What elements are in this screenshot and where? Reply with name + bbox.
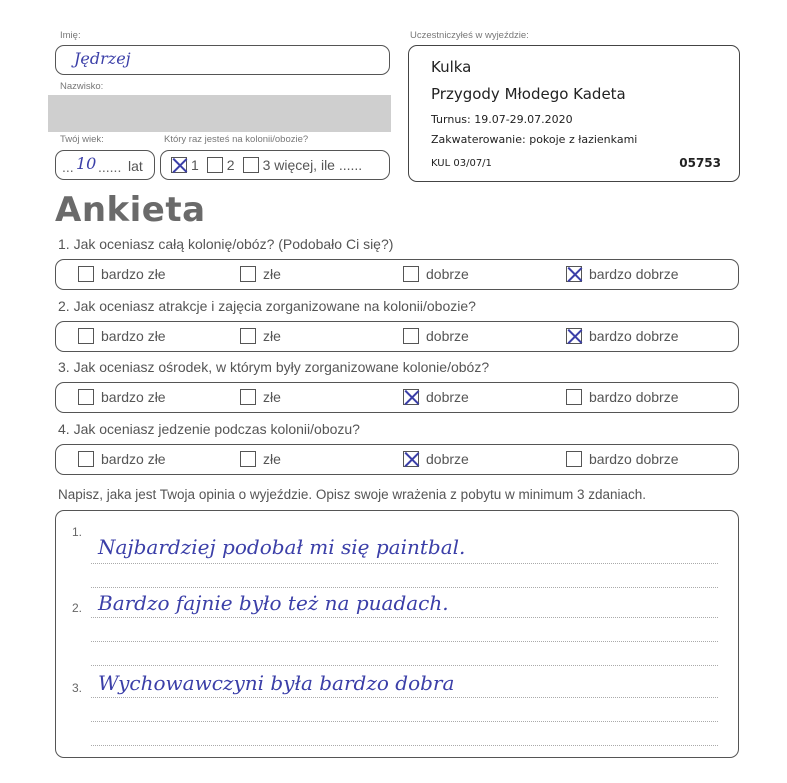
camp-code: KUL 03/07/1 <box>431 158 492 169</box>
times-option-3-label: 3 więcej, ile ...... <box>262 157 363 173</box>
participant-label: Uczestniczyłeś w wyjeździe: <box>410 30 529 41</box>
opinion-text-2: Bardzo fajnie było też na puadach. <box>98 591 449 615</box>
answer-row-3 <box>55 382 739 413</box>
survey-title: Ankieta <box>55 190 206 230</box>
q1-label-very-good: bardzo dobrze <box>589 266 679 282</box>
opinion-number-1: 1. <box>72 525 83 539</box>
age-dots-after: ...... <box>98 159 122 175</box>
q3-checkbox-good[interactable] <box>403 389 419 405</box>
dotted-line <box>91 697 718 698</box>
participant-box <box>408 45 740 182</box>
q3-label-good: dobrze <box>426 389 469 405</box>
name-value: Jędrzej <box>74 49 131 68</box>
name-field[interactable] <box>55 45 390 75</box>
answer-row-2 <box>55 321 739 352</box>
surname-redaction <box>48 95 391 132</box>
name-label: Imię: <box>60 30 81 41</box>
q1-checkbox-good[interactable] <box>403 266 419 282</box>
surname-label: Nazwisko: <box>60 81 104 92</box>
opinion-number-3: 3. <box>72 681 83 695</box>
times-field <box>160 150 390 180</box>
question-4: 4. Jak oceniasz jedzenie podczas kolonii/obozu? <box>58 421 360 437</box>
q3-label-bad: złe <box>263 389 281 405</box>
dotted-line <box>91 587 718 588</box>
dotted-line <box>91 641 718 642</box>
q4-label-very-good: bardzo dobrze <box>589 451 679 467</box>
dotted-line <box>91 665 718 666</box>
age-label: Twój wiek: <box>60 134 104 145</box>
dotted-line <box>91 745 718 746</box>
question-1: 1. Jak oceniasz całą kolonię/obóz? (Podobało Ci się?) <box>58 236 394 252</box>
q4-checkbox-bad[interactable] <box>240 451 256 467</box>
question-3: 3. Jak oceniasz ośrodek, w którym były zorganizowane kolonie/obóz? <box>58 359 490 375</box>
age-unit: lat <box>128 158 143 174</box>
q1-label-good: dobrze <box>426 266 469 282</box>
opinion-prompt: Napisz, jaka jest Twoja opinia o wyjeździe. Opisz swoje wrażenia z pobytu w minimum 3 zdaniach. <box>58 487 647 502</box>
accommodation: Zakwaterowanie: pokoje z łazienkami <box>431 133 638 146</box>
q1-checkbox-very-bad[interactable] <box>78 266 94 282</box>
dotted-line <box>91 721 718 722</box>
q4-checkbox-very-bad[interactable] <box>78 451 94 467</box>
opinion-text-3: Wychowawczyni była bardzo dobra <box>98 671 455 695</box>
camp-name: Kulka <box>431 58 472 76</box>
dotted-line <box>91 617 718 618</box>
answer-row-4 <box>55 444 739 475</box>
turnus: Turnus: 19.07-29.07.2020 <box>431 113 573 126</box>
times-option-1-label: 1 <box>191 157 199 173</box>
q3-label-very-bad: bardzo złe <box>101 389 166 405</box>
q2-checkbox-bad[interactable] <box>240 328 256 344</box>
times-checkbox-1[interactable] <box>171 157 187 173</box>
q1-label-bad: złe <box>263 266 281 282</box>
q2-label-very-good: bardzo dobrze <box>589 328 679 344</box>
q2-label-bad: złe <box>263 328 281 344</box>
q4-label-very-bad: bardzo złe <box>101 451 166 467</box>
q3-checkbox-very-bad[interactable] <box>78 389 94 405</box>
opinion-text-1: Najbardziej podobał mi się paintbal. <box>98 535 466 559</box>
q1-label-very-bad: bardzo złe <box>101 266 166 282</box>
q1-checkbox-bad[interactable] <box>240 266 256 282</box>
age-dots-before: ... <box>62 159 74 175</box>
times-label: Który raz jesteś na kolonii/obozie? <box>164 134 309 145</box>
q4-label-good: dobrze <box>426 451 469 467</box>
q3-checkbox-bad[interactable] <box>240 389 256 405</box>
q4-checkbox-very-good[interactable] <box>566 451 582 467</box>
camp-number: 05753 <box>679 156 721 170</box>
times-option-2-label: 2 <box>226 157 235 173</box>
q2-checkbox-very-good[interactable] <box>566 328 582 344</box>
q4-checkbox-good[interactable] <box>403 451 419 467</box>
q1-checkbox-very-good[interactable] <box>566 266 582 282</box>
age-value: 10 <box>76 154 97 173</box>
q2-label-good: dobrze <box>426 328 469 344</box>
age-field[interactable] <box>55 150 155 180</box>
times-checkbox-3[interactable] <box>243 157 259 173</box>
answer-row-1 <box>55 259 739 290</box>
camp-program: Przygody Młodego Kadeta <box>431 85 626 103</box>
opinion-box[interactable] <box>55 510 739 758</box>
opinion-number-2: 2. <box>72 601 83 615</box>
dotted-line <box>91 563 718 564</box>
q4-label-bad: złe <box>263 451 281 467</box>
q2-checkbox-good[interactable] <box>403 328 419 344</box>
q3-label-very-good: bardzo dobrze <box>589 389 679 405</box>
q3-checkbox-very-good[interactable] <box>566 389 582 405</box>
times-checkbox-2[interactable] <box>207 157 223 173</box>
question-2: 2. Jak oceniasz atrakcje i zajęcia zorganizowane na kolonii/obozie? <box>58 298 476 314</box>
q2-checkbox-very-bad[interactable] <box>78 328 94 344</box>
q2-label-very-bad: bardzo złe <box>101 328 166 344</box>
